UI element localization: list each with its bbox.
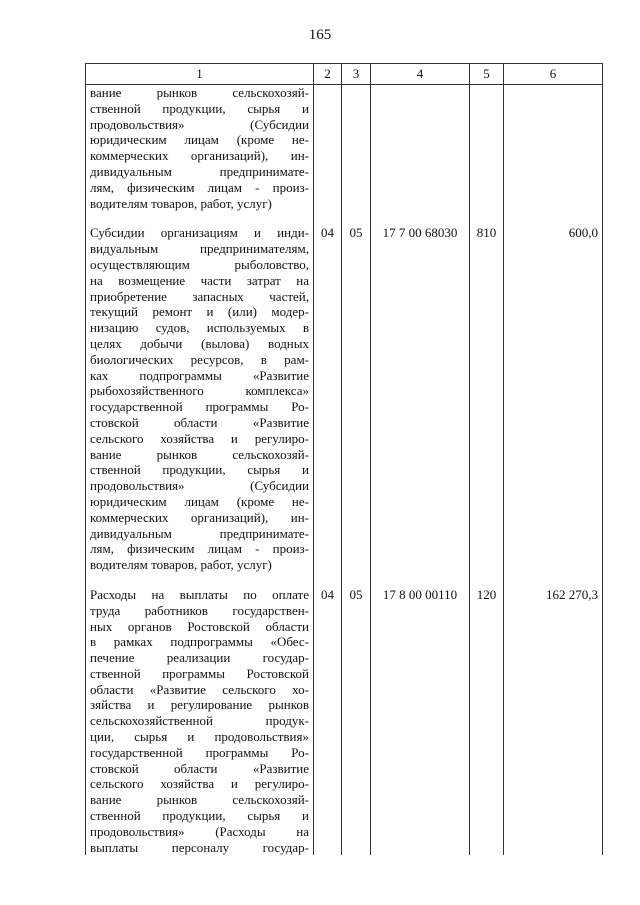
description-line: текущий ремонт и (или) модер-	[90, 304, 309, 320]
target-item-cell: 17 7 00 68030	[371, 225, 470, 573]
spacer-cell	[470, 573, 504, 587]
description-line: водителям товаров, работ, услуг)	[90, 557, 272, 573]
description-line: коммерческих организаций), ин-	[90, 509, 309, 525]
description-line: ках подпрограммы «Развитие	[90, 367, 309, 383]
section-cell: 04	[314, 225, 342, 573]
description-line: сельскохозяйственной продук-	[90, 713, 309, 729]
description-line: государственной программы Ро-	[90, 399, 309, 415]
row-spacer	[86, 573, 603, 587]
description-cell	[86, 225, 314, 573]
description-line: вание рынков сельскохозяй-	[90, 792, 309, 808]
description-line: ственной продукции, сырья и	[90, 462, 309, 478]
description-line: дивидуальным предпринимате-	[90, 163, 309, 179]
description-line: рыбохозяйственного комплекса»	[90, 383, 309, 399]
budget-table	[85, 63, 603, 855]
description-line: лям, физическим лицам - произ-	[90, 541, 309, 557]
description-line: в рамках подпрограммы «Обес-	[90, 634, 309, 650]
expense-type-cell: 810	[470, 225, 504, 573]
spacer-cell	[470, 211, 504, 225]
target-item-cell: 17 8 00 00110	[371, 587, 470, 856]
description-line: ции, сырья и продовольствия»	[90, 729, 309, 745]
amount-cell: 600,0	[504, 225, 603, 573]
description-line: ственной продукции, сырья и	[90, 808, 309, 824]
header-row	[86, 64, 603, 85]
col-header-6: 6	[504, 64, 603, 85]
description-line: сельского хозяйства и регулиро-	[90, 776, 309, 792]
description-line: юридическим лицам (кроме не-	[90, 132, 309, 148]
description-line: продовольствия» (Субсидии	[90, 478, 309, 494]
page-number: 165	[308, 27, 332, 43]
table-row	[86, 587, 603, 856]
spacer-cell	[342, 573, 371, 587]
description-line: ственной программы Ростовской	[90, 665, 309, 681]
description-line: зяйства и регулирование рынков	[90, 697, 309, 713]
table-row	[86, 85, 603, 212]
description-line: водителям товаров, работ, услуг)	[90, 195, 272, 211]
col-header-3: 3	[342, 64, 371, 85]
description-line: вание рынков сельскохозяй-	[90, 446, 309, 462]
col-header-5: 5	[470, 64, 504, 85]
description-line: сельского хозяйства и регулиро-	[90, 430, 309, 446]
target-item-cell	[371, 85, 470, 212]
description-line: продовольствия» (Субсидии	[90, 116, 309, 132]
spacer-cell	[342, 211, 371, 225]
description-line: целях добычи (вылова) водных	[90, 335, 309, 351]
subsection-cell: 05	[342, 225, 371, 573]
description-line: Расходы на выплаты по оплате	[90, 586, 309, 602]
amount-cell	[504, 85, 603, 212]
description-line: дивидуальным предпринимате-	[90, 525, 309, 541]
section-cell: 04	[314, 587, 342, 856]
description-line: на возмещение части затрат на	[90, 272, 309, 288]
description-line: Субсидии организациям и инди-	[90, 225, 309, 241]
spacer-cell	[314, 211, 342, 225]
description-line: ных органов Ростовской области	[90, 618, 309, 634]
description-line: труда работников государствен-	[90, 602, 309, 618]
description-line: выплаты персоналу государ-	[90, 839, 309, 855]
spacer-cell	[371, 573, 470, 587]
col-header-4: 4	[371, 64, 470, 85]
description-line: низацию судов, используемых в	[90, 320, 309, 336]
subsection-cell: 05	[342, 587, 371, 856]
expense-type-cell: 120	[470, 587, 504, 856]
description-cell	[86, 85, 314, 212]
description-line: биологических ресурсов, в рам-	[90, 351, 309, 367]
description-line: вание рынков сельскохозяй-	[90, 85, 309, 100]
subsection-cell	[342, 85, 371, 212]
amount-cell: 162 270,3	[504, 587, 603, 856]
description-line: коммерческих организаций), ин-	[90, 148, 309, 164]
description-line: продовольствия» (Расходы на	[90, 823, 309, 839]
description-line: области «Развитие сельского хо-	[90, 681, 309, 697]
col-header-1: 1	[86, 64, 314, 85]
description-line: стовской области «Развитие	[90, 760, 309, 776]
table-header	[86, 64, 603, 85]
description-line: ственной продукции, сырья и	[90, 100, 309, 116]
description-line: стовской области «Развитие	[90, 414, 309, 430]
description-line: видуальным предпринимателям,	[90, 241, 309, 257]
row-spacer	[86, 211, 603, 225]
spacer-cell	[504, 211, 603, 225]
description-line: государственной программы Ро-	[90, 744, 309, 760]
spacer-cell	[86, 573, 314, 587]
section-cell	[314, 85, 342, 212]
description-cell	[86, 587, 314, 856]
description-line: лям, физическим лицам - произ-	[90, 179, 309, 195]
expense-type-cell	[470, 85, 504, 212]
description-line: печение реализации государ-	[90, 650, 309, 666]
spacer-cell	[86, 211, 314, 225]
description-line: юридическим лицам (кроме не-	[90, 493, 309, 509]
col-header-2: 2	[314, 64, 342, 85]
spacer-cell	[504, 573, 603, 587]
spacer-cell	[314, 573, 342, 587]
description-line: осуществляющим рыболовство,	[90, 256, 309, 272]
description-line: приобретение запасных частей,	[90, 288, 309, 304]
spacer-cell	[371, 211, 470, 225]
table-row	[86, 225, 603, 573]
table-body	[86, 85, 603, 856]
